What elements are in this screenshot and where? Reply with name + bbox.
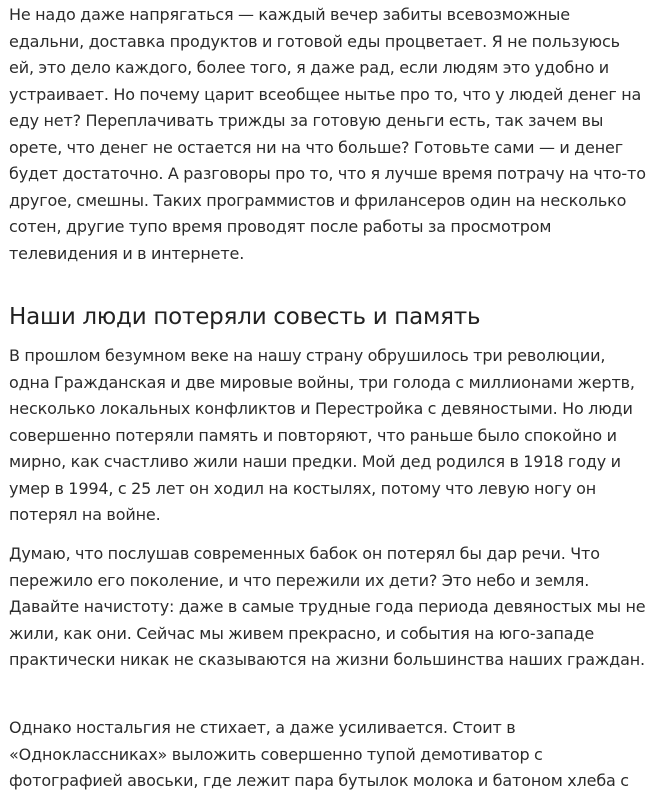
paragraph: В прошлом безумном веке на нашу страну обрушилось три революции, одна Гражданская и две мировые войны, три голода с миллионами жертв, несколько локальных конфликтов и Перестройка с девяностыми. Но люди совершенно потеряли память и повторяют, что раньше было спокойно и мирно, как счастливо жили наши предки. Мой дед родился в 1918 году и умер в 1994, с 25 лет он ходил на костылях, потому что левую ногу он потерял на войне. [9, 346, 635, 524]
paragraph: Не надо даже напрягаться — каждый вечер забиты всевозможные едальни, доставка продуктов и готовой еды процветает. Я не пользуюсь ей, это дело каждого, более того, я даже рад, если людям это удобно и устраивает. Но почему царит всеобщее нытье про то, что у людей денег на еду нет? Переплачивать трижды за готовую деньги есть, так зачем вы орете, что денег не остается ни на что больше? Готовьте сами — и денег будет достаточно. А разговоры про то, что я лучше время потрачу на что-то другое, смешны. Таких программистов и фрилансеров один на несколько сотен, другие тупо время проводят после работы за просмотром телевидения и в интернете. [9, 5, 646, 263]
paragraph: Однако ностальгия не стихает, а даже усиливается. Стоит в «Одноклассниках» выложить совершенно тупой демотиватор с фотографией авоськи, где лежит пара бутылок молока и батоном хлеба с [9, 718, 629, 790]
section-heading: Наши люди потеряли совесть и память [9, 304, 481, 330]
paragraph: Думаю, что послушав современных бабок он потерял бы дар речи. Что пережило его поколение, и что пережили их дети? Это небо и земля. Давайте начистоту: даже в самые трудные года периода девяностых мы не жили, как они. Сейчас мы живем прекрасно, и события на юго-западе практически никак не сказываются на жизни большинства наших граждан. [9, 544, 646, 669]
